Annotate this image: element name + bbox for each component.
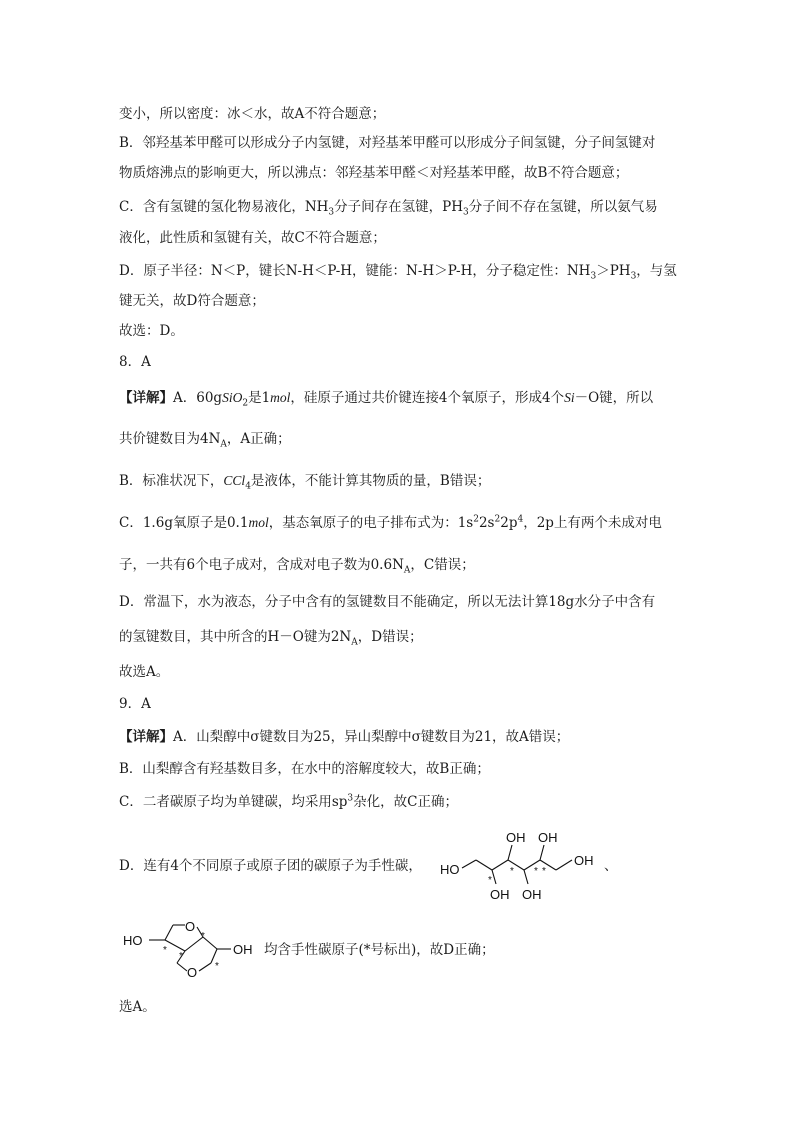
- text-fragment: D．原子半径：N＜P，键长N-H＜P-H，键能：N-H＞P-H，分子稳定性：NH: [119, 263, 591, 279]
- math: 0.6N: [370, 557, 404, 573]
- hydroxyl-label: HO: [440, 862, 460, 877]
- text-line: B．邻羟基苯甲醛可以形成分子内氢键，对羟基苯甲醛可以形成分子间氢键，分子间氢键对: [119, 135, 656, 151]
- text-fragment: A．山梨醇中σ键数目为25，异山梨醇中σ键数目为21，故A错误；: [173, 729, 570, 745]
- text-fragment: ＞PH: [596, 263, 631, 279]
- math: Si: [564, 390, 575, 405]
- text-line: C．含有氢键的氢化物易液化，$NH_3$分子间存在氢键，$PH_3$分子间不存在氢键，所以氨气易: [119, 199, 658, 218]
- math: 18g: [548, 594, 575, 610]
- detail-tag: 【详解】: [119, 390, 173, 406]
- text-line: 键无关，故D符合题意；: [119, 293, 265, 309]
- ring-oxygen-label: O: [187, 965, 198, 980]
- text-fragment: C．: [119, 515, 143, 531]
- text-line: 、: [604, 858, 618, 874]
- hydroxyl-label: OH: [490, 887, 510, 902]
- answer-heading: 9．A: [119, 696, 151, 712]
- chiral-mark: *: [488, 875, 492, 886]
- text-fragment: C．含有氢键的氢化物易液化，NH: [119, 199, 329, 215]
- subscript: A: [220, 439, 227, 450]
- text-fragment: 子，一共有6个电子成对，含成对电子数为: [119, 557, 371, 573]
- text-fragment: 氧原子是: [172, 515, 227, 531]
- math: 2p: [536, 515, 554, 531]
- text-fragment: C．二者碳原子均为单键碳，均采用sp: [119, 794, 348, 810]
- text-fragment: 水分子中含有: [574, 594, 656, 610]
- math: SiO: [222, 390, 243, 405]
- text-fragment: ，基态氧原子的电子排布式为：: [268, 515, 458, 531]
- text-line: [119, 593, 655, 611]
- text-fragment: ，A正确；: [226, 431, 291, 447]
- text-fragment: 的氢键数目，其中所含的H－O键为: [119, 629, 331, 645]
- text-fragment: ，C错误；: [410, 557, 475, 573]
- hydroxyl-label: OH: [574, 853, 594, 868]
- hydroxyl-label: OH: [522, 887, 542, 902]
- math: mol: [248, 515, 269, 530]
- text-fragment: 上有两个未成对电: [553, 515, 662, 531]
- text-fragment: ，与氢: [636, 263, 677, 279]
- text-fragment: 杂化，故C正确；: [353, 794, 458, 810]
- text-line: 变小，所以密度：冰＜水，故A不符合题意；: [119, 106, 386, 122]
- hydroxyl-label: OH: [538, 830, 558, 845]
- text-fragment: －O键，所以: [574, 390, 654, 406]
- text-line: 故选A。: [119, 664, 170, 680]
- text-fragment: A．: [173, 390, 197, 406]
- text-line: [119, 628, 423, 646]
- text-line: B．山梨醇含有羟基数目多，在水中的溶解度较大，故B正确；: [119, 761, 490, 777]
- chiral-mark: *: [542, 866, 546, 877]
- text-fragment: 分子间不存在氢键，所以氨气易: [468, 199, 658, 215]
- text-fragment: 是: [248, 390, 262, 406]
- math: CCl: [223, 473, 246, 488]
- text-line: 液化，此性质和氢键有关，故C不符合题意；: [119, 230, 386, 246]
- chiral-mark: *: [179, 951, 183, 962]
- text-fragment: B．标准状况下，: [119, 473, 224, 489]
- answer-heading: 8．A: [119, 354, 151, 370]
- subscript: A: [351, 637, 358, 648]
- chiral-mark: *: [201, 931, 205, 942]
- text-line: 【详解】A．60gSiO$_2$是1mol，硅原子通过共价键连接4个氧原子，形成4个Si－O键，所以: [119, 390, 654, 409]
- chiral-mark: *: [534, 866, 538, 877]
- math: 1: [261, 390, 271, 406]
- isosorbide-structure: [119, 913, 269, 989]
- text-line: D．原子半径：N＜P，键长N-H＜P-H，键能：N-H＞P-H，分子稳定性：$NH_3>PH_3$，与氢: [119, 263, 677, 282]
- math: 1s: [457, 515, 474, 531]
- hydroxyl-label: OH: [233, 942, 253, 957]
- text-line: 物质熔沸点的影响更大，所以沸点：邻羟基苯甲醛＜对羟基苯甲醛，故B不符合题意；: [119, 165, 629, 181]
- text-line: [119, 430, 291, 448]
- math: 1.6g: [142, 515, 173, 531]
- sorbitol-structure: [438, 825, 608, 905]
- math: mol: [270, 390, 291, 405]
- text-line: C．二者碳原子均为单键碳，均采用$sp^3$杂化，故C正确；: [119, 793, 458, 810]
- text-line: B．标准状况下，CCl$_4$是液体，不能计算其物质的量，B错误；: [119, 473, 491, 492]
- text-line: 均含手性碳原子(*号标出)，故D正确；: [264, 942, 495, 958]
- detail-tag: 【详解】: [119, 729, 173, 745]
- text-fragment: 共价键数目为4N: [119, 431, 221, 447]
- text-fragment: 分子间存在氢键，PH: [334, 199, 464, 215]
- text-line: C．1.6g氧原子是0.1mol，基态氧原子的电子排布式为：$1s^22s^22p^4$，2p上有两个未成对电: [119, 514, 662, 531]
- math: 60g: [196, 390, 223, 406]
- hydroxyl-label: OH: [506, 830, 526, 845]
- text-fragment: D．常温下，水为液态，分子中含有的氢键数目不能确定，所以无法计算: [119, 594, 549, 610]
- math: 2s: [478, 515, 495, 531]
- text-line: [119, 556, 475, 574]
- text-fragment: 是液体，不能计算其物质的量，B错误；: [250, 473, 491, 489]
- text-line: D．连有4个不同原子或原子团的碳原子为手性碳，: [119, 858, 422, 874]
- chiral-mark: *: [215, 961, 219, 972]
- text-fragment: ，: [523, 515, 537, 531]
- math: 2p: [500, 515, 518, 531]
- math: 0.1: [226, 515, 249, 531]
- text-line: 选A。: [119, 999, 156, 1015]
- hydroxyl-label: HO: [123, 933, 143, 948]
- text-line: 故选：D。: [119, 323, 184, 339]
- ring-oxygen-label: O: [185, 919, 196, 934]
- text-fragment: ，D错误；: [357, 629, 423, 645]
- chiral-mark: *: [163, 945, 167, 956]
- text-line: [119, 728, 569, 746]
- text-fragment: ，硅原子通过共价键连接4个氧原子，形成4个: [290, 390, 565, 406]
- chiral-mark: *: [510, 866, 514, 877]
- subscript: A: [403, 565, 411, 576]
- math: 2N: [330, 629, 352, 645]
